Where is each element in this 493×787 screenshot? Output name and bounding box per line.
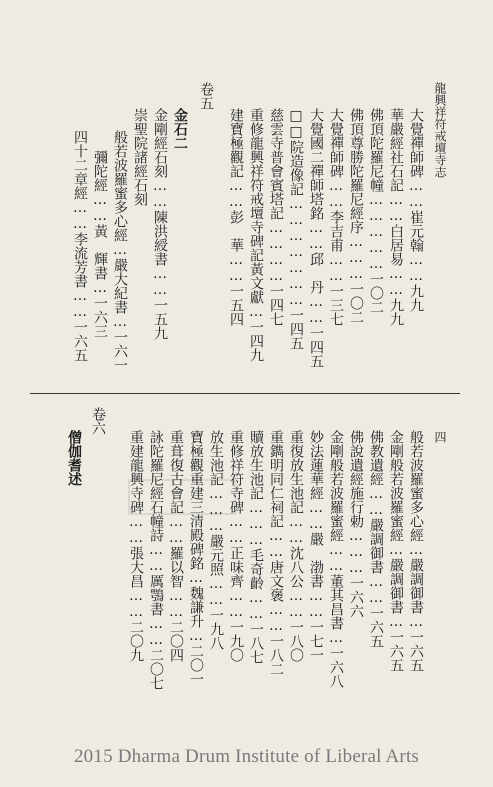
toc-entry: 大覺國二禪師塔銘……邱 丹……一四五: [308, 108, 324, 368]
toc-entry: 寶極觀重建三清殿碑銘…魏謙升…二〇一: [188, 430, 204, 686]
toc-entry: 崇聖院諸經石刻: [132, 108, 148, 206]
section-heading: 僧伽耆述: [66, 430, 82, 486]
toc-entry: 贖放生池記………毛奇齡……一八七: [248, 430, 264, 664]
copyright-watermark: 2015 Dharma Drum Institute of Liberal Arts: [73, 746, 420, 767]
toc-entry: 金剛經石刻……陳洪綬書……一五九: [152, 108, 168, 340]
toc-entry: 重建龍興寺碑……張大昌……二〇九: [128, 430, 144, 662]
library-stamp-mark: [127, 478, 237, 516]
toc-entry: 重復放生池記……沈八公……一八〇: [288, 430, 304, 662]
toc-entry: 重修龍興祥符戒壇寺碑記黃文獻…一四九: [248, 108, 264, 362]
toc-entry: 般若波羅蜜多心經…嚴調御書…一六五: [408, 430, 424, 672]
toc-entry: 慈雲寺普會賓塔記…………一四七: [268, 108, 284, 326]
toc-entry: 重鐫明同仁祠記……唐文褒……一八二: [268, 430, 284, 676]
toc-entry: 大覺禪師碑……李吉甫……一三七: [328, 108, 344, 326]
toc-entry: 放生池記………嚴元照……一九八: [208, 430, 224, 650]
toc-entry: 佛頂尊勝陀羅尼經序………一〇二: [348, 108, 364, 324]
toc-entry: 佛說遺經施行勅………一六六: [348, 430, 364, 618]
toc-subentry: 般若波羅蜜多心經…嚴大紀書…一六一: [112, 130, 128, 372]
toc-subentry: 四十二章經……李流芳書……一六五: [72, 130, 88, 362]
toc-entry: 金剛般若波羅蜜經…嚴調御書…一六五: [388, 430, 404, 672]
toc-entry: 大覺禪師碑……崔元翰……九九: [408, 108, 424, 312]
section-divider: [30, 393, 460, 394]
running-head: 龍興祥符戒壇寺志: [433, 82, 447, 178]
toc-entry: 華嚴經社石記……白居易……九九: [388, 108, 404, 326]
toc-entry: 重修祥符寺碑……正味齊……一九〇: [228, 430, 244, 662]
toc-entry: □□院造像記…………………一四五: [288, 108, 304, 350]
volume-heading: 卷六: [90, 407, 106, 435]
volume-heading: 卷五: [198, 82, 214, 110]
toc-entry: 佛頂陀羅尼幢……………一〇二: [368, 108, 384, 314]
toc-entry: 妙法蓮華經……嚴 渤書……一七一: [308, 430, 324, 662]
toc-entry: 重葺復古會記……羅以智……二〇四: [168, 430, 184, 662]
toc-entry: 金剛般若波羅蜜經……董其昌書…一六八: [328, 430, 344, 688]
toc-entry: 詠陀羅尼經石幢詩……厲鶚書……二〇七: [148, 430, 164, 690]
page-number: 四: [433, 431, 447, 443]
toc-entry: 建寶極觀記……彭 華……一五四: [228, 108, 244, 326]
toc-subentry: 彌陀經……黃 輝書…一六三: [92, 150, 108, 338]
toc-entry: 佛教遺經……嚴調御書……一六五: [368, 430, 384, 648]
section-heading: 金石二: [172, 108, 188, 150]
